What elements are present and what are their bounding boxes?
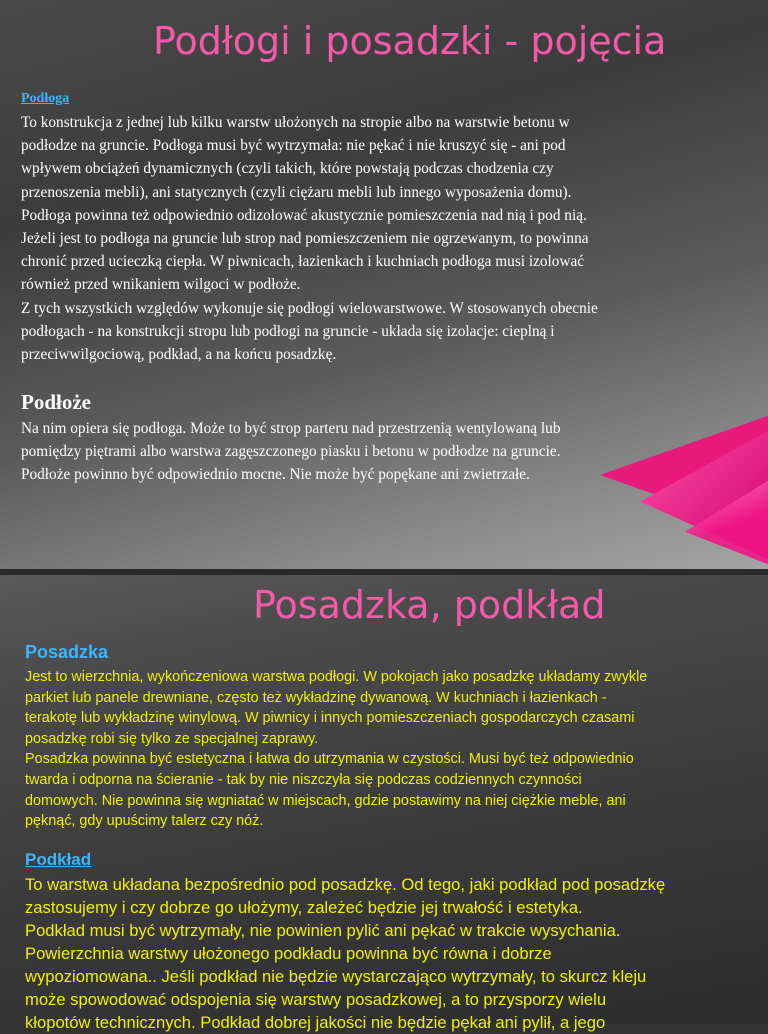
text-line: pomiędzy piętrami albo warstwa zagęszczonego piasku i betonu w podłodze na gruncie. bbox=[21, 443, 561, 461]
text-line: Z tych wszystkich względów wykonuje się podłogi wielowarstwowe. W stosowanych obecnie bbox=[21, 299, 598, 317]
text-line: zastosujemy i czy dobrze go ułożymy, zależeć będzie jej trwałość i estetyka. bbox=[25, 898, 583, 917]
text-line: domowych. Nie powinna się wgniatać w miejscach, gdzie postawimy na niej ciężkie meble, ani bbox=[25, 792, 626, 809]
text-line: To warstwa układana bezpośrednio pod posadzkę. Od tego, jaki podkład pod posadzkę bbox=[25, 875, 666, 894]
podklad-link[interactable]: Podkład bbox=[25, 850, 92, 869]
slide-1-title: Podłogi i posadzki - pojęcia bbox=[153, 19, 667, 63]
podloga-paragraph bbox=[21, 111, 766, 366]
text-line: również przed wnikaniem wilgoci w podłoże. bbox=[21, 276, 301, 294]
podklad-paragraph bbox=[25, 873, 665, 1034]
text-line: podłogach - na konstrukcji stropu lub podłogi na gruncie - układa się izolacje: cieplną i bbox=[21, 322, 555, 340]
text-line: wypoziomowana.. Jeśli podkład nie będzie wystarczająco wytrzymały, to skurcz kleju bbox=[25, 967, 647, 986]
text-line: parkiet lub panele drewniane, często też wykładzinę dywanową. W kuchniach i łazienkach - bbox=[25, 689, 607, 706]
text-line: To konstrukcja z jednej lub kilku warstw ułożonych na stropie albo na warstwie betonu w bbox=[21, 114, 570, 131]
text-line: pęknąć, gdy upuścimy talerz czy nóż. bbox=[25, 813, 264, 830]
text-line: Jeżeli jest to podłoga na gruncie lub strop nad pomieszczeniem nie ogrzewanym, to powinna bbox=[21, 230, 589, 248]
text-line: chronić przed ucieczką ciepła. W piwnicach, łazienkach i kuchniach podłoga musi izolować bbox=[21, 253, 585, 271]
text-line: terakotę lub wykładzinę winylową. W piwnicy i innych pomieszczeniach gospodarczych czasami bbox=[25, 710, 635, 727]
text-line: może spowodować odspojenia się warstwy posadzkowej, a to przysporzy wielu bbox=[25, 990, 607, 1009]
text-line: przeciwwilgociową, podkład, a na końcu posadzkę. bbox=[21, 346, 337, 364]
text-line: Podkład musi być wytrzymały, nie powinien pylić ani pękać w trakcie wysychania. bbox=[25, 921, 621, 940]
text-line: Podłoże powinno być odpowiednio mocne. Nie może być popękane ani zwietrzałe. bbox=[21, 466, 530, 484]
text-line: Jest to wierzchnia, wykończeniowa warstwa podłogi. W pokojach jako posadzkę układamy zwykle bbox=[25, 669, 648, 685]
text-line: kłopotów technicznych. Podkład dobrej jakości nie będzie pękał ani pylił, a jego bbox=[25, 1013, 606, 1032]
podloze-heading: Podłoże bbox=[21, 390, 91, 414]
podloze-paragraph bbox=[21, 417, 766, 487]
podloga-link[interactable]: Podłoga bbox=[21, 91, 70, 106]
slide-2-title: Posadzka, podkład bbox=[253, 583, 606, 627]
text-line: Posadzka powinna być estetyczna i łatwa do utrzymania w czystości. Musi być też odpowiednio bbox=[25, 751, 634, 768]
posadzka-heading: Posadzka bbox=[25, 642, 109, 662]
text-line: wpływem obciążeń dynamicznych (czyli takich, które powstają podczas chodzenia czy bbox=[21, 160, 554, 178]
text-line: Powierzchnia warstwy ułożonego podkładu powinna być równa i dobrze bbox=[25, 944, 552, 963]
text-line: przenoszenia mebli), ani statycznych (czyli ciężaru mebli lub innego wyposażenia domu). bbox=[21, 183, 572, 201]
text-line: Na nim opiera się podłoga. Może to być strop parteru nad przestrzenią wentylowaną lub bbox=[21, 420, 561, 437]
text-line: twarda i odporna na ścieranie - tak by nie niszczyła się podczas codziennych czynności bbox=[25, 771, 582, 788]
text-line: podłodze na gruncie. Podłoga musi być wytrzymała: nie pękać i nie kruszyć się - ani pod bbox=[21, 137, 566, 155]
text-line: posadzkę robi się tylko ze specjalnej zaprawy. bbox=[25, 730, 319, 747]
posadzka-paragraph bbox=[25, 667, 647, 832]
text-line: Podłoga powinna też odpowiednio odizolować akustycznie pomieszczenia nad nią i pod nią. bbox=[21, 206, 587, 224]
